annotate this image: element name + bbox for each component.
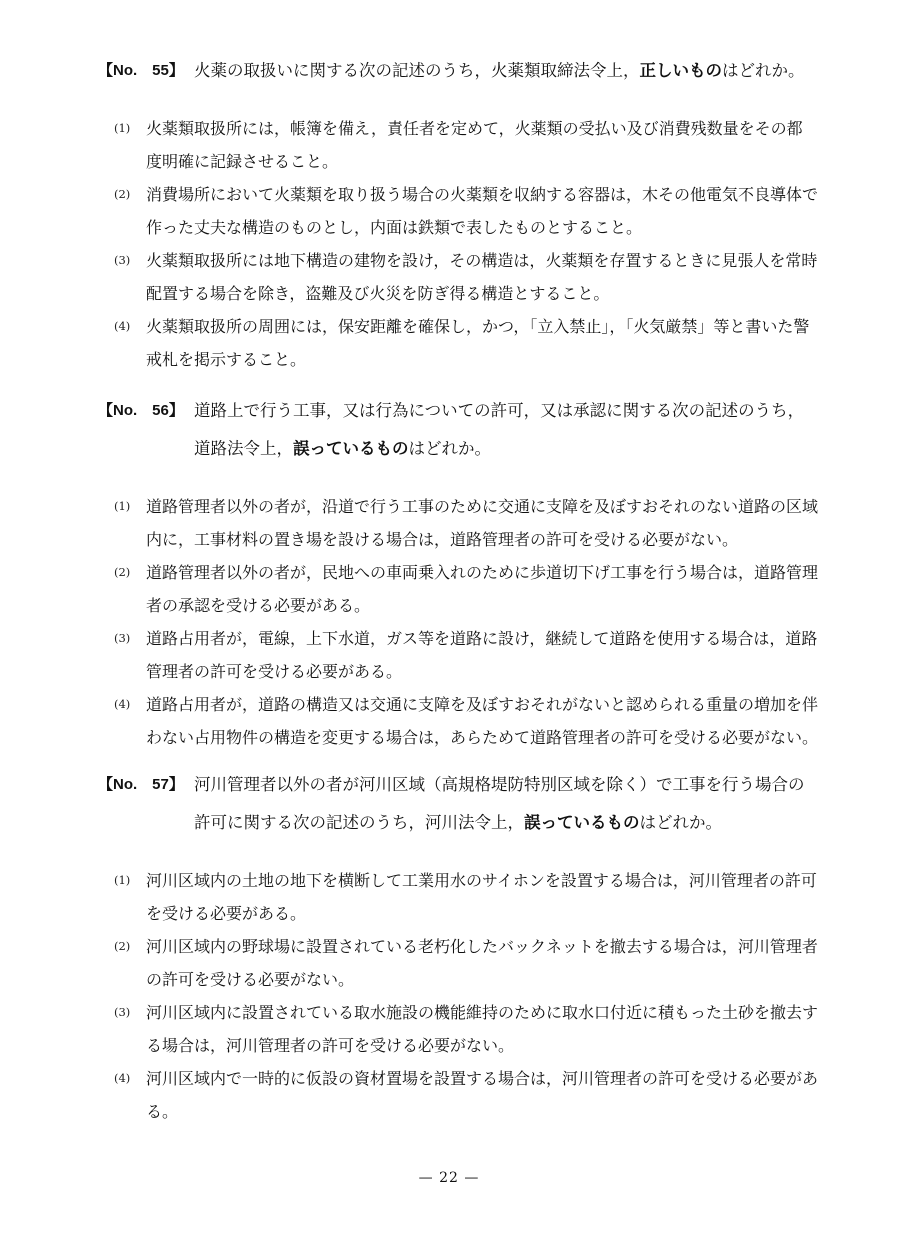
- choice-text: 道路管理者以外の者が，沿道で行う工事のために交通に支障を及ぼすおそれのない道路の区域内に，工事材料の置き場を設ける場合は，道路管理者の許可を受ける必要がない。: [146, 497, 819, 549]
- question-stem: [98, 766, 818, 842]
- choice-item: [98, 996, 818, 1062]
- choice-item: [98, 178, 818, 244]
- choice-text: 火薬類取扱所には地下構造の建物を設け，その構造は，火薬類を存置するときに見張人を常時配置する場合を除き，盗難及び火災を防ぎ得る構造とすること。: [146, 251, 818, 303]
- question-text: 道路上で行う工事，又は行為についての許可，又は承認に関する次の記述のうち，道路法令上，: [194, 401, 805, 458]
- choice-item: [98, 112, 818, 178]
- question-stem: [98, 52, 818, 90]
- question-text: 河川管理者以外の者が河川区域（高規格堤防特別区域を除く）で工事を行う場合の許可に関する次の記述のうち，河川法令上，: [194, 775, 805, 832]
- question-55: [98, 52, 818, 376]
- question-text: 火薬の取扱いに関する次の記述のうち，火薬類取締法令上，: [194, 61, 640, 80]
- choice-number: (1): [114, 121, 131, 135]
- question-emphasis: 正しいもの: [639, 62, 722, 80]
- choice-text: 河川区域内の土地の地下を横断して工業用水のサイホンを設置する場合は，河川管理者の許可を受ける必要がある。: [146, 871, 817, 923]
- choice-number: (3): [114, 1005, 131, 1019]
- choice-text: 河川区域内の野球場に設置されている老朽化したバックネットを撤去する場合は，河川管理者の許可を受ける必要がない。: [146, 937, 818, 989]
- choice-item: [98, 556, 818, 622]
- choice-text: 河川区域内で一時的に仮設の資材置場を設置する場合は，河川管理者の許可を受ける必要がある。: [146, 1069, 819, 1121]
- choice-list: [98, 864, 818, 1128]
- choice-number: (3): [114, 631, 131, 645]
- question-text-end: はどれか。: [408, 439, 491, 458]
- question-text-end: はどれか。: [639, 813, 722, 832]
- choice-number: (1): [114, 499, 131, 513]
- choice-number: (4): [114, 1071, 131, 1085]
- choice-item: [98, 1062, 818, 1128]
- choice-list: [98, 490, 818, 754]
- choice-item: [98, 622, 818, 688]
- question-emphasis: 誤っているもの: [524, 814, 640, 832]
- choice-item: [98, 490, 818, 556]
- choice-number: (2): [114, 939, 131, 953]
- choice-text: 道路占用者が，電線，上下水道，ガス等を道路に設け，継続して道路を使用する場合は，道路管理者の許可を受ける必要がある。: [146, 629, 818, 681]
- question-56: [98, 392, 818, 754]
- choice-list: [98, 112, 818, 376]
- question-text-end: はどれか。: [722, 61, 805, 80]
- choice-number: (4): [114, 697, 131, 711]
- question-number: 【No. 56】: [98, 402, 184, 419]
- choice-text: 火薬類取扱所には，帳簿を備え，責任者を定めて，火薬類の受払い及び消費残数量をその都度明確に記録させること。: [146, 119, 803, 171]
- choice-item: [98, 244, 818, 310]
- question-emphasis: 誤っているもの: [293, 440, 409, 458]
- choice-text: 道路占用者が，道路の構造又は交通に支障を及ぼすおそれがないと認められる重量の増加を伴わない占用物件の構造を変更する場合は，あらためて道路管理者の許可を受ける必要がない。: [146, 695, 819, 747]
- choice-text: 河川区域内に設置されている取水施設の機能維持のために取水口付近に積もった土砂を撤去する場合は，河川管理者の許可を受ける必要がない。: [146, 1003, 819, 1055]
- choice-text: 道路管理者以外の者が，民地への車両乗入れのために歩道切下げ工事を行う場合は，道路管理者の承認を受ける必要がある。: [146, 563, 819, 615]
- choice-number: (2): [114, 187, 131, 201]
- choice-text: 消費場所において火薬類を取り扱う場合の火薬類を収納する容器は，木その他電気不良導体で作った丈夫な構造のものとし，内面は鉄類で表したものとすること。: [146, 185, 819, 237]
- question-57: [98, 766, 818, 1128]
- question-number: 【No. 57】: [98, 776, 184, 793]
- question-stem: [98, 392, 818, 468]
- choice-number: (2): [114, 565, 131, 579]
- choice-item: [98, 930, 818, 996]
- choice-item: [98, 688, 818, 754]
- choice-number: (3): [114, 253, 131, 267]
- choice-item: [98, 864, 818, 930]
- question-number: 【No. 55】: [98, 62, 184, 79]
- choice-number: (4): [114, 319, 131, 333]
- choice-text: 火薬類取扱所の周囲には，保安距離を確保し，かつ，「立入禁止」，「火気厳禁」等と書いた警戒札を掲示すること。: [146, 317, 810, 369]
- choice-item: [98, 310, 818, 376]
- page-number: — 22 —: [418, 1170, 480, 1186]
- choice-number: (1): [114, 873, 131, 887]
